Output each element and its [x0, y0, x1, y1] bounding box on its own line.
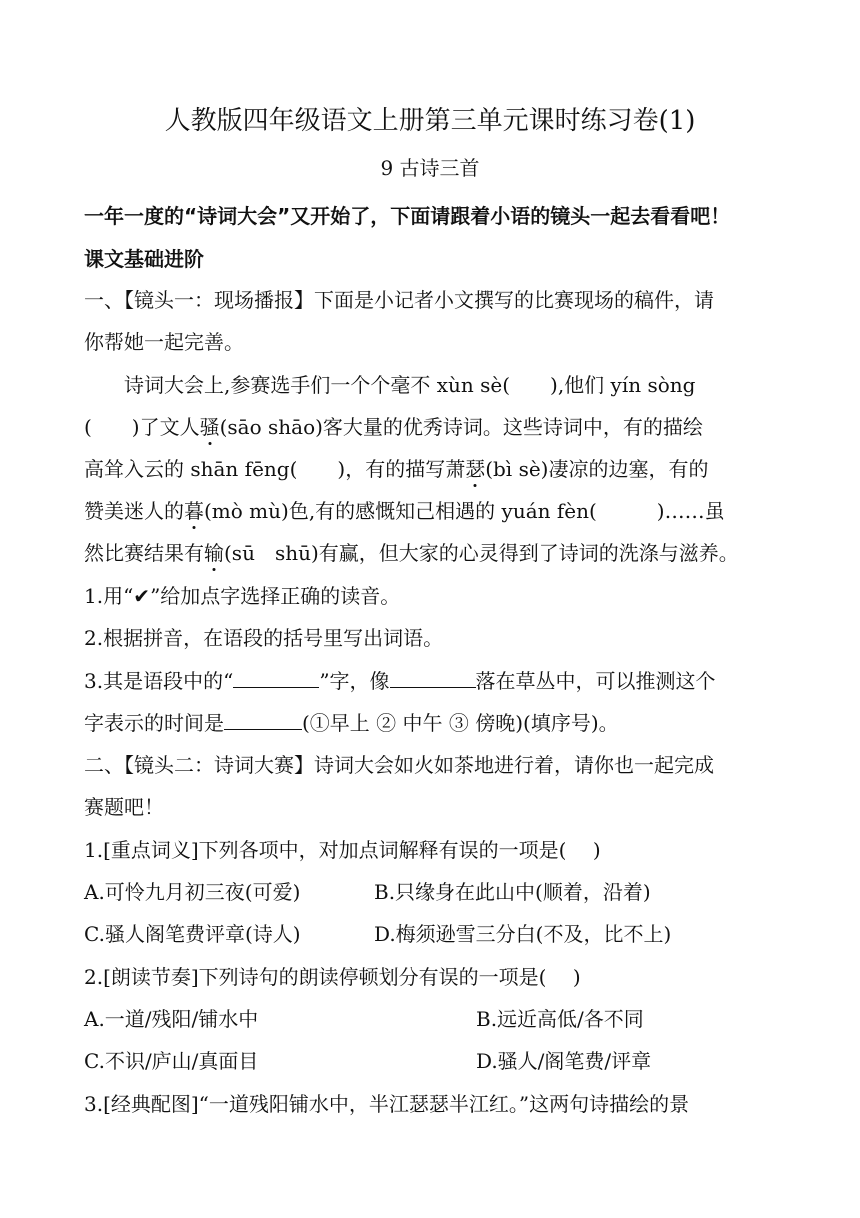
passage-text: 高耸入云的 shān fēng( )，有的描写萧 [84, 457, 466, 481]
passage-line-5 [84, 541, 739, 565]
passage-text: 然比赛结果有 [84, 541, 204, 565]
q2-item-1-options-row2 [84, 922, 672, 946]
answer-blank[interactable] [390, 669, 476, 688]
answer-blank[interactable] [224, 711, 302, 730]
q1-sub-3-text: 字表示的时间是 [84, 711, 224, 735]
q1-heading-line1: 一、【镜头一：现场播报】下面是小记者小文撰写的比赛现场的稿件，请 [84, 288, 714, 312]
passage-text: (sū shū)有赢，但大家的心灵得到了诗词的洗涤与滋养。 [224, 541, 739, 565]
q2-heading-line2: 赛题吧！ [84, 795, 164, 819]
passage-text: 赞美迷人的 [84, 499, 184, 523]
q2-item-2: 2.[朗读节奏]下列诗句的朗读停顿划分有误的一项是( ) [84, 965, 581, 989]
passage-text: (mò mù)色,有的感慨知己相遇的 yuán fèn( )……虽 [204, 499, 725, 523]
dotted-character: 骚 [199, 415, 220, 439]
q1-sub-1: 1.用“✔”给加点字选择正确的读音。 [84, 584, 401, 608]
intro-text: 一年一度的“诗词大会”又开始了，下面请跟着小语的镜头一起去看看吧！ [84, 204, 731, 228]
section-heading: 课文基础进阶 [84, 247, 204, 271]
passage-line-1: 诗词大会上,参赛选手们一个个毫不 xùn sè( ),他们 yín sòng [124, 373, 696, 397]
passage-text: (bì sè)凄凉的边塞，有的 [485, 457, 709, 481]
q2-item-3: 3.[经典配图]“一道残阳铺水中，半江瑟瑟半江红。”这两句诗描绘的景 [84, 1092, 690, 1116]
option-a[interactable]: A.可怜九月初三夜(可爱) [84, 880, 301, 904]
passage-line-3 [84, 457, 708, 481]
q1-sub-2: 2.根据拼音，在语段的括号里写出词语。 [84, 626, 444, 650]
option-d[interactable]: D.骚人/阁笔费/评章 [476, 1049, 652, 1073]
q2-item-2-options-row2 [84, 1049, 652, 1073]
option-c[interactable]: C.骚人阁笔费评章(诗人) [84, 922, 301, 946]
passage-text: (sāo shāo)客大量的优秀诗词。这些诗词中，有的描绘 [219, 415, 703, 439]
option-c[interactable]: C.不识/庐山/真面目 [84, 1049, 259, 1073]
option-d[interactable]: D.梅须逊雪三分白(不及，比不上) [374, 922, 672, 946]
q1-sub-3-line1 [84, 669, 716, 693]
answer-blank[interactable] [233, 669, 319, 688]
option-b[interactable]: B.只缘身在此山中(顺着，沿着) [374, 880, 651, 904]
q1-heading-line2: 你帮她一起完善。 [84, 330, 244, 354]
passage-text: ( )了文人 [84, 415, 200, 439]
dotted-character: 输 [204, 541, 224, 565]
q2-item-2-options-row1 [84, 1007, 644, 1031]
passage-line-2 [84, 415, 703, 439]
option-a[interactable]: A.一道/残阳/铺水中 [84, 1007, 259, 1031]
q1-sub-3-text: 3.其是语段中的“ [84, 669, 234, 693]
q1-sub-3-text: ”字，像 [319, 669, 390, 693]
q1-sub-3-text: 落在草丛中，可以推测这个 [475, 669, 716, 693]
option-b[interactable]: B.远近高低/各不同 [476, 1007, 644, 1031]
lesson-subtitle: 9 古诗三首 [380, 156, 480, 180]
q2-item-1: 1.[重点词义]下列各项中，对加点词解释有误的一项是( ) [84, 838, 601, 862]
q2-item-1-options-row1 [84, 880, 651, 904]
q2-heading-line1: 二、【镜头二：诗词大赛】诗词大会如火如茶地进行着，请你也一起完成 [84, 753, 714, 777]
q1-sub-3-text: (①早上 ② 中午 ③ 傍晚)(填序号)。 [302, 711, 619, 735]
page-title: 人教版四年级语文上册第三单元课时练习卷(1) [164, 106, 696, 136]
q1-sub-3-line2 [84, 711, 619, 735]
dotted-character: 暮 [184, 499, 204, 523]
passage-line-4 [84, 499, 725, 523]
dotted-character: 瑟 [465, 457, 486, 481]
